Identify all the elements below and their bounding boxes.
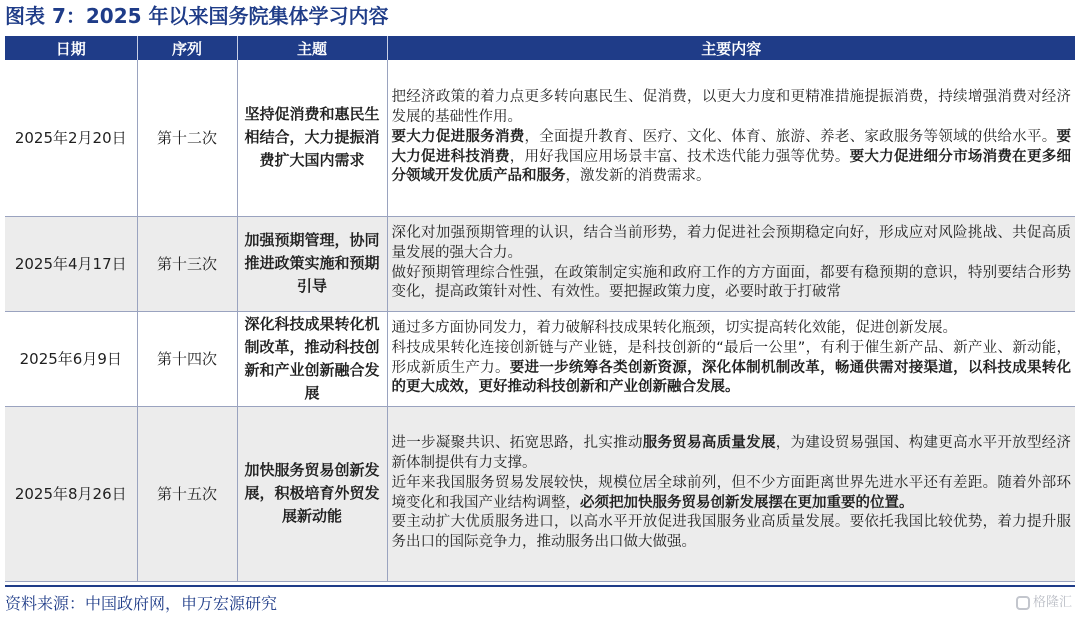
content-text: 做好预期管理综合性强，在政策制定实施和政府工作的方方面面，都要有稳预期的意识，特别要结合形势变化，提高政策针对性、有效性。要把握政策力度，必要时敢于打破常 (391, 264, 1071, 301)
row-date: 2025年8月26日 (5, 406, 137, 581)
emphasis-text: 服务贸易高质量发展 (642, 435, 776, 452)
figure-title: 图表 7：2025 年以来国务院集体学习内容 (5, 4, 389, 28)
row-topic: 加快服务贸易创新发展，积极培育外贸发展新动能 (237, 406, 387, 581)
table-row (5, 311, 1075, 406)
content-text: ，用好我国应用场景丰富、技术迭代能力强等优势。 (509, 148, 850, 165)
row-topic: 坚持促消费和惠民生相结合，大力提振消费扩大国内需求 (237, 60, 387, 216)
row-date: 2025年2月20日 (5, 60, 137, 216)
content-paragraph (392, 88, 1072, 128)
content-text: 进一步凝聚共识、拓宽思路，扎实推动 (391, 435, 643, 452)
row-topic: 加强预期管理，协同推进政策实施和预期引导 (237, 216, 387, 311)
row-topic: 深化科技成果转化机制改革，推动科技创新和产业创新融合发展 (237, 311, 387, 406)
row-seq: 第十四次 (137, 311, 237, 406)
content-paragraph (392, 319, 1072, 339)
row-seq: 第十三次 (137, 216, 237, 311)
content-paragraph (392, 339, 1072, 398)
header-seq: 序列 (137, 36, 237, 60)
watermark (1016, 592, 1072, 614)
table-header-row (5, 36, 1075, 60)
content-text: 要主动扩大优质服务进口，以高水平开放促进我国服务业高质量发展。要依托我国比较优势，着力提升服务出口的国际竞争力，推动服务出口做大做强。 (391, 514, 1071, 551)
content-text: 科技成果转化连接创新链与产业链，是科技创新的“最后一公里”，有利于催生新产品、新产业、新动能，形成新质生产力。 (391, 339, 1071, 376)
content-paragraph (392, 264, 1072, 304)
emphasis-text: 要大力促进科技消费 (391, 128, 1071, 165)
content-paragraph (392, 224, 1072, 264)
source-note: 资料来源：中国政府网，申万宏源研究 (5, 594, 278, 613)
content-text: 近年来我国服务贸易发展较快，规模位居全球前列，但不少方面距离世界先进水平还有差距。随着外部环境变化和我国产业结构调整， (391, 474, 1071, 511)
table-row (5, 60, 1075, 216)
header-date: 日期 (5, 36, 137, 60)
header-content: 主要内容 (387, 36, 1075, 60)
row-content (387, 311, 1075, 406)
row-content (387, 216, 1075, 311)
row-seq: 第十五次 (137, 406, 237, 581)
row-content (387, 60, 1075, 216)
content-text: ，为建设贸易强国、构建更高水平开放型经济新体制提供有力支撑。 (391, 435, 1072, 471)
content-paragraph (392, 434, 1072, 474)
content-paragraph (392, 513, 1072, 553)
content-text: 通过多方面协同发力，着力破解科技成果转化瓶颈，切实提高转化效能，促进创新发展。 (391, 319, 957, 336)
emphasis-text: 要大力促进细分市场消费在更多细分领域开发优质产品和服务 (391, 148, 1072, 185)
bottom-rule (5, 585, 1075, 587)
table-row (5, 216, 1075, 311)
study-sessions-table (5, 36, 1075, 582)
content-paragraph (392, 474, 1072, 514)
watermark-text: 格隆汇 (1032, 595, 1072, 610)
header-topic: 主题 (237, 36, 387, 60)
content-text: 深化对加强预期管理的认识，结合当前形势，着力促进社会预期稳定向好，形成应对风险挑战、共促高质量发展的强大合力。 (391, 224, 1071, 261)
content-text: ，全面提升教育、医疗、文化、体育、旅游、养老、家政服务等领域的供给水平。 (524, 128, 1057, 145)
row-date: 2025年6月9日 (5, 311, 137, 406)
row-date: 2025年4月17日 (5, 216, 137, 311)
watermark-logo-icon (1016, 596, 1030, 610)
table-row (5, 406, 1075, 581)
content-paragraph (392, 128, 1072, 187)
emphasis-text: 要大力促进服务消费 (391, 128, 525, 145)
row-content (387, 406, 1075, 581)
row-seq: 第十二次 (137, 60, 237, 216)
emphasis-text: 必须把加快服务贸易创新发展摆在更加重要的位置。 (580, 494, 914, 511)
content-text: ，激发新的消费需求。 (565, 168, 711, 185)
content-text: 把经济政策的着力点更多转向惠民生、促消费，以更大力度和更精准措施提振消费，持续增强消费对经济发展的基础性作用。 (391, 89, 1071, 126)
emphasis-text: 要进一步统筹各类创新资源，深化体制机制改革，畅通供需对接渠道，以科技成果转化的更大成效，更好推动科技创新和产业创新融合发展。 (391, 359, 1072, 396)
